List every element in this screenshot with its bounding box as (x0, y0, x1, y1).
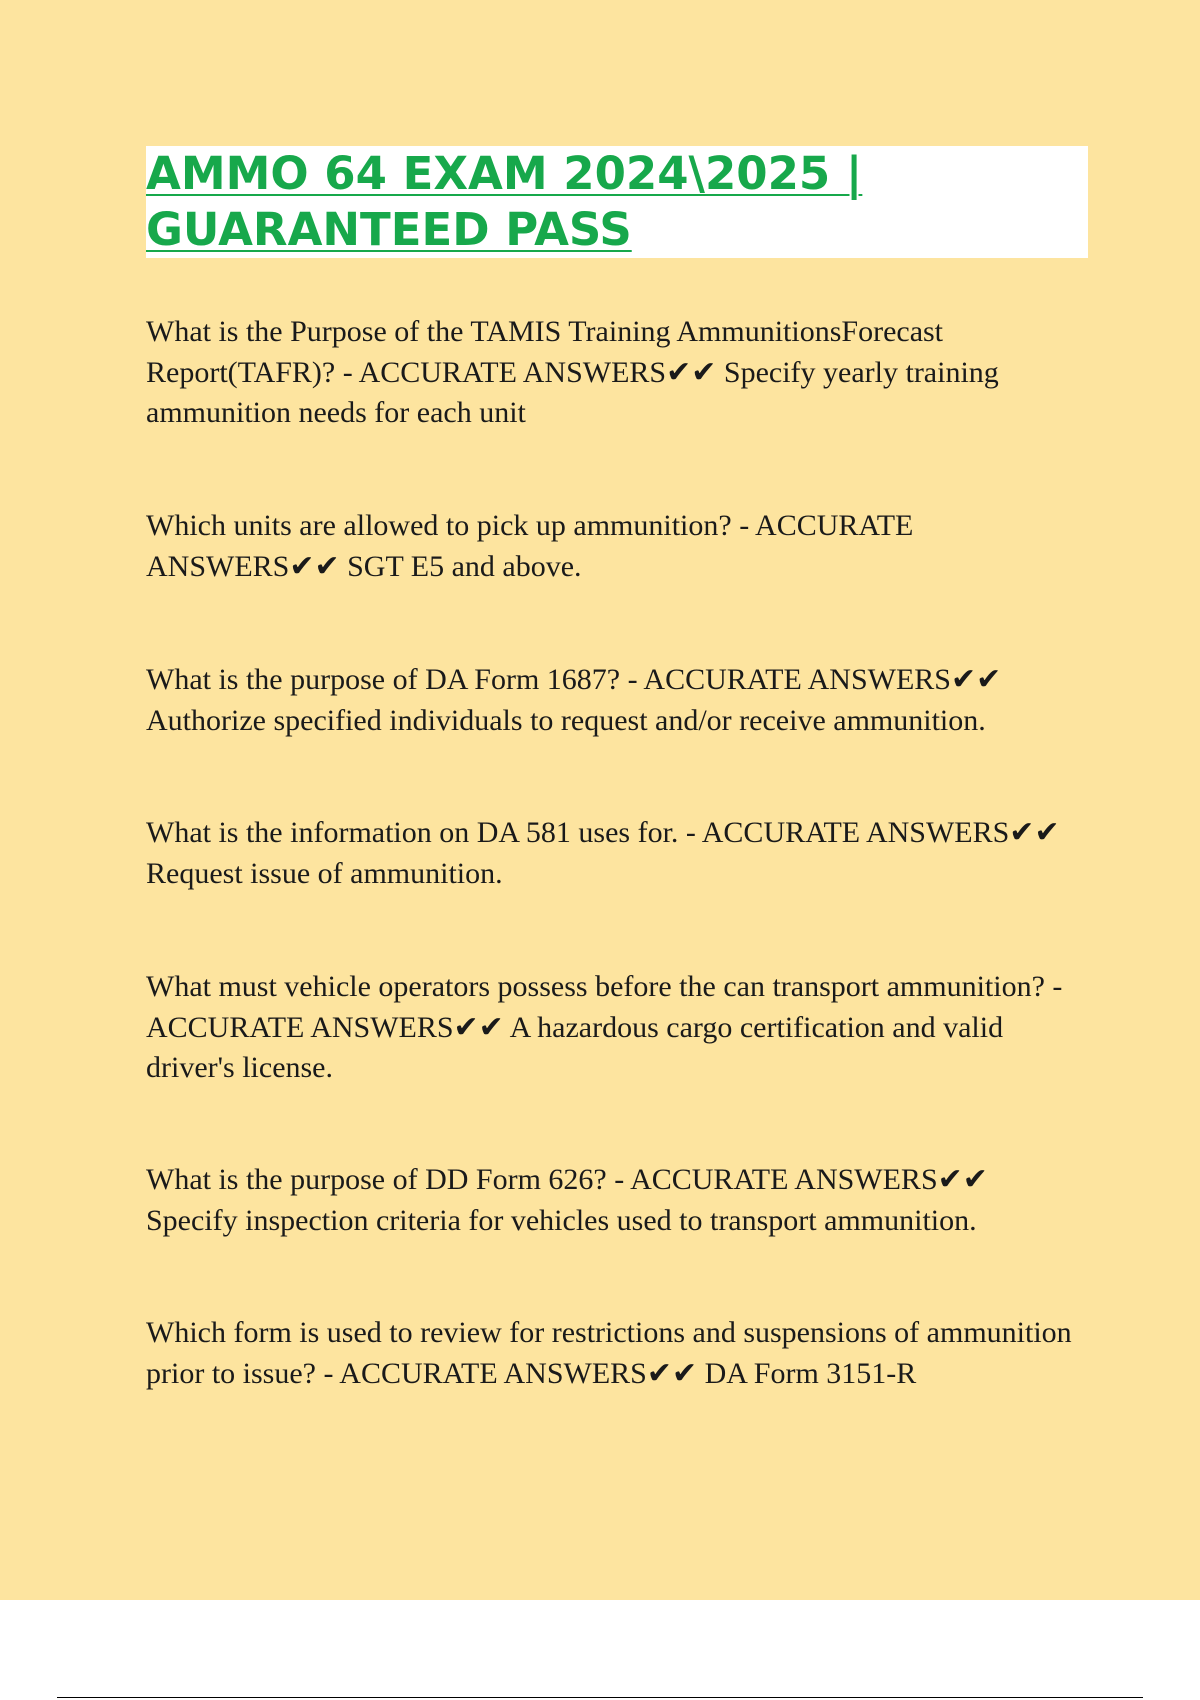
qa-item-1 (146, 312, 1076, 434)
qa-text: Which units are allowed to pick up ammunition? - ACCURATE ANSWERS✔✔ SGT E5 and above. (146, 509, 914, 583)
qa-text: What is the purpose of DD Form 626? - ACCURATE ANSWERS✔✔ Specify inspection criteria for vehicles used to transport ammunition. (146, 1163, 988, 1237)
qa-item-2 (146, 506, 1076, 587)
document-title-line-2: GUARANTEED PASS (146, 203, 632, 256)
footer-divider (57, 1697, 1143, 1698)
qa-text: What is the Purpose of the TAMIS Training AmmunitionsForecast Report(TAFR)? - ACCURATE ANSWERS✔✔ Specify yearly training ammunition needs for each unit (146, 315, 999, 429)
qa-item-7 (146, 1313, 1076, 1394)
qa-text: What is the information on DA 581 uses for. - ACCURATE ANSWERS✔✔ Request issue of ammunition. (146, 816, 1060, 890)
qa-item-4 (146, 813, 1076, 894)
qa-text: What must vehicle operators possess before the can transport ammunition? - ACCURATE ANSWERS✔✔ A hazardous cargo certification and valid driver's license. (146, 970, 1063, 1084)
qa-text: Which form is used to review for restrictions and suspensions of ammunition prior to issue? - ACCURATE ANSWERS✔✔ DA Form 3151-R (146, 1316, 1072, 1390)
qa-item-3 (146, 660, 1076, 741)
qa-item-6 (146, 1160, 1076, 1241)
qa-item-5 (146, 967, 1076, 1089)
qa-text: What is the purpose of DA Form 1687? - ACCURATE ANSWERS✔✔ Authorize specified individuals to request and/or receive ammunition. (146, 663, 1002, 737)
document-title-line-1: AMMO 64 EXAM 2024\2025 | (146, 147, 863, 200)
title-box (146, 146, 1088, 258)
